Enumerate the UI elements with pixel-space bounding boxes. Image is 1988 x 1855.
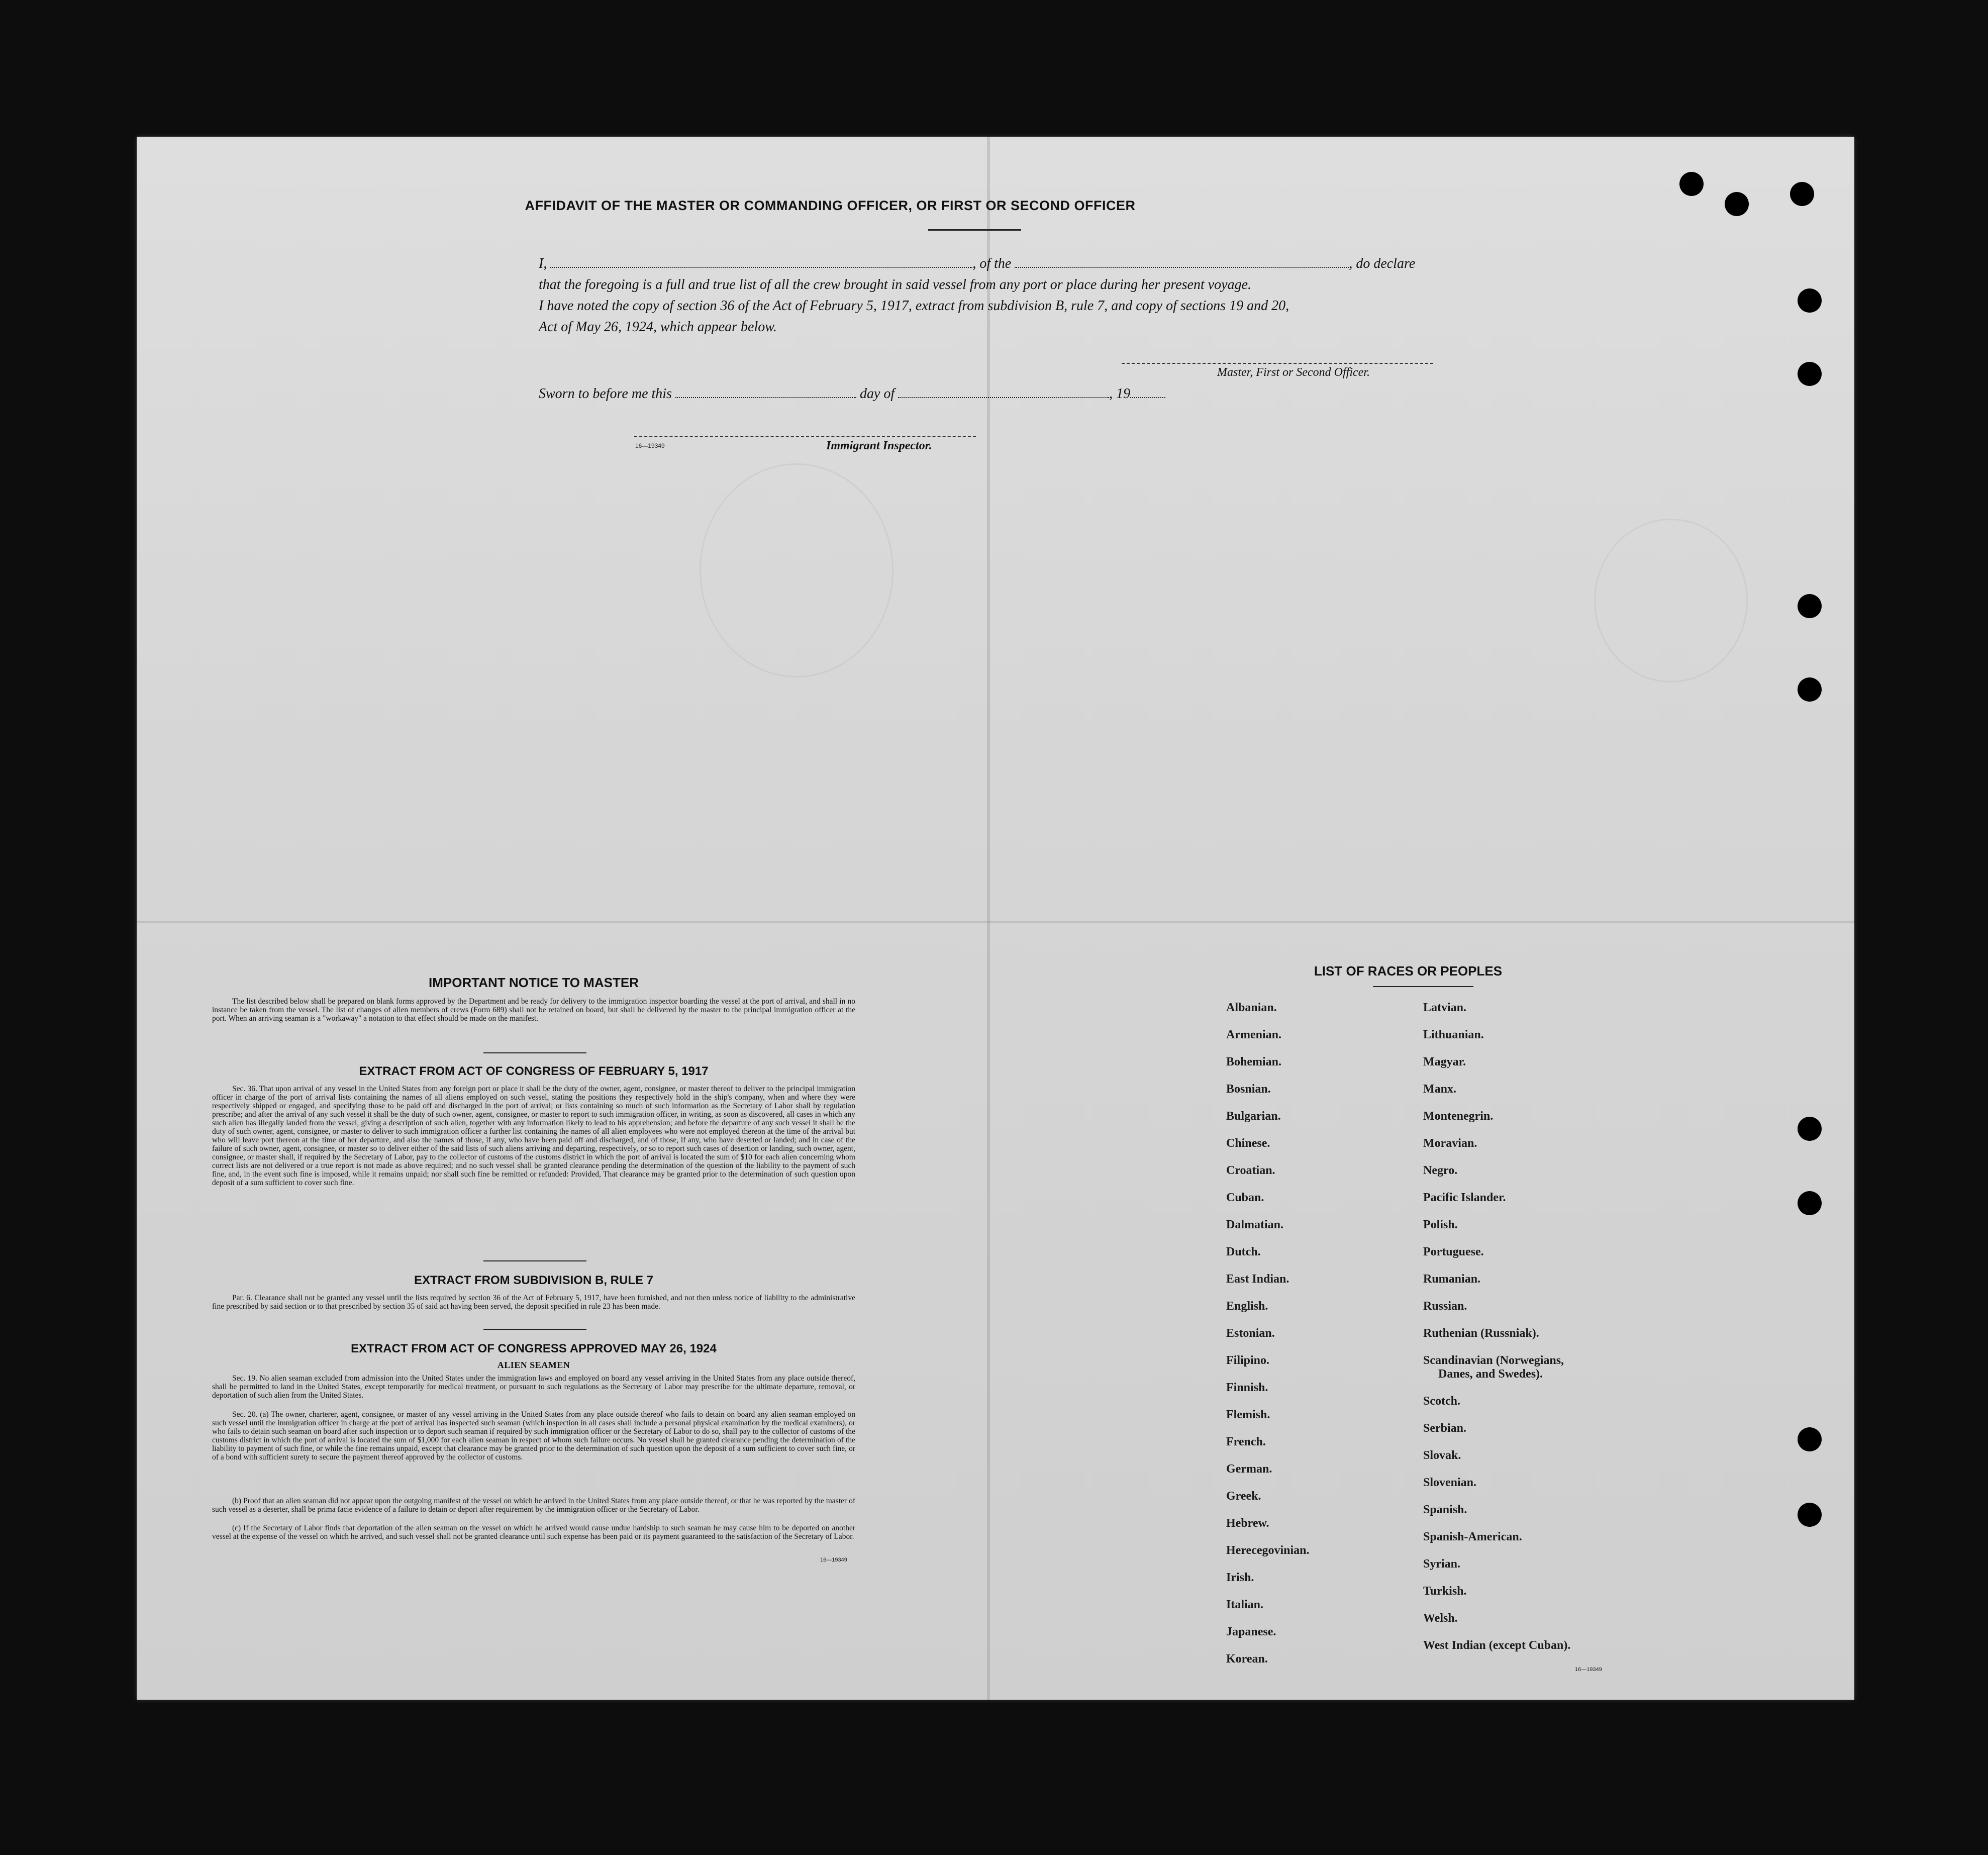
race-item: Slovenian. — [1423, 1476, 1477, 1489]
sworn-label: Sworn to before me this — [539, 386, 672, 402]
race-item: Polish. — [1423, 1218, 1458, 1231]
master-signature-line[interactable] — [1122, 363, 1433, 364]
extract-1924-title: EXTRACT FROM ACT OF CONGRESS APPROVED MAY 26, 1924 — [351, 1342, 717, 1355]
race-item: Hebrew. — [1226, 1517, 1269, 1530]
race-item: Filipino. — [1226, 1354, 1270, 1367]
race-item: Syrian. — [1423, 1557, 1461, 1571]
race-item: Slovak. — [1423, 1449, 1461, 1462]
race-item: Korean. — [1226, 1652, 1268, 1666]
bleed-through-seal — [1594, 519, 1748, 682]
race-item: Scandinavian (Norwegians, — [1423, 1354, 1564, 1367]
fold-crease-vertical — [987, 137, 990, 1700]
day-of-label: day of — [859, 386, 895, 402]
race-item: Moravian. — [1423, 1137, 1477, 1150]
race-item: Serbian. — [1423, 1422, 1467, 1435]
punch-hole — [1790, 182, 1814, 206]
races-right-column — [1423, 1001, 1570, 1666]
inspector-signature-line[interactable] — [634, 436, 976, 437]
race-item: Lithuanian. — [1423, 1028, 1484, 1041]
race-item: Turkish. — [1423, 1585, 1467, 1598]
declaration-line-1 — [539, 253, 1594, 274]
races-left-column — [1226, 1001, 1310, 1680]
sworn-year-field[interactable] — [1130, 387, 1165, 398]
race-item: Croatian. — [1226, 1164, 1275, 1177]
extract-1917-title: EXTRACT FROM ACT OF CONGRESS OF FEBRUARY 5, 1917 — [359, 1064, 709, 1078]
punch-hole — [1798, 1427, 1822, 1451]
extract-rule7-text: Par. 6. Clearance shall not be granted any vessel until the lists required by section 36 of the Act of February 5, 1917, have been furnished, and not then unless notice of liability to the administrative fine prescribed by said section or to that prescribed by section 35 of said act having been served, the deposit specified in rule 23 has been made. — [212, 1294, 855, 1311]
punch-hole — [1798, 677, 1822, 702]
divider — [928, 229, 1021, 231]
master-signature-label: Master, First or Second Officer. — [1217, 366, 1370, 379]
punch-hole — [1798, 1503, 1822, 1527]
race-item: Rumanian. — [1423, 1273, 1481, 1286]
race-item: Montenegrin. — [1423, 1110, 1494, 1123]
race-item: Finnish. — [1226, 1381, 1268, 1394]
punch-hole — [1798, 1117, 1822, 1141]
punch-hole — [1798, 1191, 1822, 1215]
race-item: Herecegovinian. — [1226, 1544, 1310, 1557]
punch-hole — [1679, 172, 1704, 196]
race-item: Dalmatian. — [1226, 1218, 1283, 1231]
divider — [483, 1260, 586, 1261]
sworn-statement — [539, 386, 1165, 402]
race-item: Spanish-American. — [1423, 1530, 1522, 1543]
race-item: Estonian. — [1226, 1327, 1275, 1340]
race-item: Scotch. — [1423, 1395, 1460, 1408]
race-item: Greek. — [1226, 1490, 1261, 1503]
race-item: Albanian. — [1226, 1001, 1277, 1014]
form-number: 16—19349 — [635, 442, 665, 449]
race-item: Irish. — [1226, 1571, 1254, 1584]
race-item: Bosnian. — [1226, 1083, 1271, 1096]
race-item: Spanish. — [1423, 1503, 1467, 1516]
bleed-through-seal — [700, 463, 893, 677]
declaration-line-3: I have noted the copy of section 36 of the Act of February 5, 1917, extract from subdivision B, rule 7, and copy of sections 19 and 20, — [539, 298, 1289, 314]
sworn-day-field[interactable] — [675, 387, 856, 398]
race-item: Danes, and Swedes). — [1438, 1368, 1543, 1381]
form-number: 16—19349 — [820, 1557, 847, 1563]
race-item: Cuban. — [1226, 1191, 1264, 1204]
of-the-label: , of the — [972, 256, 1012, 271]
race-item: East Indian. — [1226, 1273, 1289, 1286]
extract-1924-sec20b: (b) Proof that an alien seaman did not appear upon the outgoing manifest of the vessel on which he arrived in the United States from any place outside thereof, or that he was reported by the master of such vessel as a deserter, shall be prima facie evidence of a failure to detain or deport after requirement by the immigration officer or the Secretary of Labor. — [212, 1497, 855, 1514]
divider — [483, 1052, 586, 1053]
race-item: Magyar. — [1423, 1055, 1466, 1068]
race-item: Portuguese. — [1423, 1245, 1484, 1258]
race-item: Armenian. — [1226, 1028, 1281, 1041]
declaration-line-2: that the foregoing is a full and true list of all the crew brought in said vessel from any port or place during her present voyage. — [539, 277, 1252, 292]
extract-1917-text: Sec. 36. That upon arrival of any vessel in the United States from any foreign port or place it shall be the duty of the owner, agent, consignee, or master thereof to deliver to the principal immigration officer in charge of the port of arrival lists containing the names of all aliens employed on such vessel, stating the positions they respectively hold in the ship's company, when and where they were respectively shipped or engaged, and specifying those to be paid off and discharged in the port of arrival; or lists containing so much of such information as the Secretary of Labor shall by regulation prescribe; and after the arrival of any such vessel it shall be the duty of such owner, agent, consignee, or master to report to such immigration officer, in writing, as soon as discovered, all cases in which any such alien has illegally landed from the vessel, giving a description of such alien, together with any information likely to lead to his apprehension; and before the departure of any such vessel it shall be the duty of such owner, agent, consignee, or master to deliver to such immigration officer a further list containing the names of all alien employees who were not employed thereon at the time of the arrival but who will leave port thereon at the time of her departure, and also the names of those, if any, who have been paid off and discharged, and of those, if any, who have deserted or landed; and in case of the failure of such owner, agent, consignee, or master so to deliver either of the said lists of such aliens arriving and departing, respectively, or so to report such cases of desertion or landing, such owner, agent, consignee, or master shall, if required by the Secretary of Labor, pay to the collector of customs of the customs district in which the port of arrival is located the sum of $10 for each alien concerning whom correct lists are not delivered or a true report is not made as above required; and no such vessel shall be granted clearance pending the determination of the question of the liability to the payment of such fine, and, in the event such fine is imposed, while it remains unpaid; nor shall such fine be remitted or refunded: Provided, That clearance may be granted prior to the determination of such question upon deposit of a sum sufficient to cover such fine. — [212, 1085, 855, 1187]
form-number: 16—19349 — [1575, 1667, 1602, 1673]
affidavit-declaration — [539, 253, 1594, 338]
race-item: Russian. — [1423, 1300, 1467, 1313]
extract-1924-sec20c: (c) If the Secretary of Labor finds that deportation of the alien seaman on the vessel on which he arrived would cause undue hardship to such seaman he may cause him to be deported on another vessel at the expense of the vessel on which he arrived, and such vessel shall not be granted clearance until such expense has been paid or its payment guaranteed to the satisfaction of the Secretary of Labor. — [212, 1524, 855, 1541]
races-title: LIST OF RACES OR PEOPLES — [1314, 963, 1503, 979]
notice-text: The list described below shall be prepared on blank forms approved by the Department and be ready for delivery to the immigration inspector boarding the vessel at the port of arrival, and shall in no instance be taken from the vessel. The list of changes of alien members of crews (Form 689) shall not be retained on board, but shall be delivered by the master to the principal immigration officer at the port. When an arriving seaman is a "workaway" a notation to that effect should be made on the manifest. — [212, 997, 855, 1023]
notice-title: IMPORTANT NOTICE TO MASTER — [429, 975, 639, 990]
race-item: West Indian (except Cuban). — [1423, 1639, 1571, 1652]
punch-hole — [1798, 594, 1822, 618]
race-item: Negro. — [1423, 1164, 1458, 1177]
sworn-month-field[interactable] — [898, 387, 1109, 398]
punch-hole — [1798, 288, 1822, 313]
race-item: English. — [1226, 1300, 1268, 1313]
punch-hole — [1725, 192, 1749, 216]
punch-hole — [1798, 362, 1822, 386]
inspector-label: Immigrant Inspector. — [826, 439, 932, 452]
do-declare-label: , do declare — [1349, 256, 1416, 271]
race-item: Italian. — [1226, 1598, 1264, 1611]
race-item: Bohemian. — [1226, 1055, 1282, 1068]
race-item: Welsh. — [1423, 1612, 1458, 1625]
extract-1924-sec20a: Sec. 20. (a) The owner, charterer, agent, consignee, or master of any vessel arriving in the United States from any place outside thereof who fails to detain on board any alien seaman employed on such vessel until the immigration officer in charge at the port of arrival has inspected such seaman (which inspection in all cases shall include a personal physical examination by the medical examiners), or who fails to detain such seaman on board after such inspection or to deport such seaman if required by such immigration officer or the Secretary of Labor to do so, shall pay to the collector of customs of the customs district in which the port of arrival is located the sum of $1,000 for each alien seaman in respect of whom such failure occurs. No vessel shall be granted clearance pending the determination of the liability to payment of such fine, or while the fine remains unpaid, except that clearance may be granted prior to the determination of such question upon the deposit of a sum sufficient to cover such fine, or of a bond with sufficient surety to secure the payment thereof approved by the collector of customs. — [212, 1410, 855, 1461]
race-item: Dutch. — [1226, 1245, 1261, 1258]
i-label: I, — [539, 256, 547, 271]
extract-1924-sec19: Sec. 19. No alien seaman excluded from admission into the United States under the immigration laws and employed on board any vessel arriving in the United States from any place outside thereof, shall be permitted to land in the United States, except temporarily for medical treatment, or pursuant to such regulations as the Secretary of Labor may prescribe for the ultimate departure, removal, or deportation of such alien from the United States. — [212, 1374, 855, 1400]
alien-seamen-subtitle: ALIEN SEAMEN — [497, 1360, 570, 1370]
race-item: Latvian. — [1423, 1001, 1467, 1014]
fold-crease-horizontal — [137, 921, 1854, 923]
race-item: French. — [1226, 1435, 1266, 1448]
race-item: Bulgarian. — [1226, 1110, 1281, 1123]
race-item: Flemish. — [1226, 1408, 1270, 1421]
vessel-name-field[interactable] — [1015, 257, 1349, 268]
race-item: Chinese. — [1226, 1137, 1270, 1150]
year-prefix: , 19 — [1109, 386, 1131, 402]
race-item: Manx. — [1423, 1083, 1456, 1096]
divider — [483, 1329, 586, 1330]
race-item: Pacific Islander. — [1423, 1191, 1506, 1204]
race-item: Japanese. — [1226, 1625, 1276, 1638]
master-name-field[interactable] — [550, 257, 972, 268]
race-item: German. — [1226, 1462, 1272, 1476]
divider — [1373, 986, 1473, 987]
race-item: Ruthenian (Russniak). — [1423, 1327, 1539, 1340]
extract-rule7-title: EXTRACT FROM SUBDIVISION B, RULE 7 — [414, 1274, 654, 1287]
declaration-line-4: Act of May 26, 1924, which appear below. — [539, 319, 777, 335]
affidavit-title: AFFIDAVIT OF THE MASTER OR COMMANDING OFFICER, OR FIRST OR SECOND OFFICER — [525, 198, 1136, 213]
document-sheet — [137, 137, 1854, 1700]
